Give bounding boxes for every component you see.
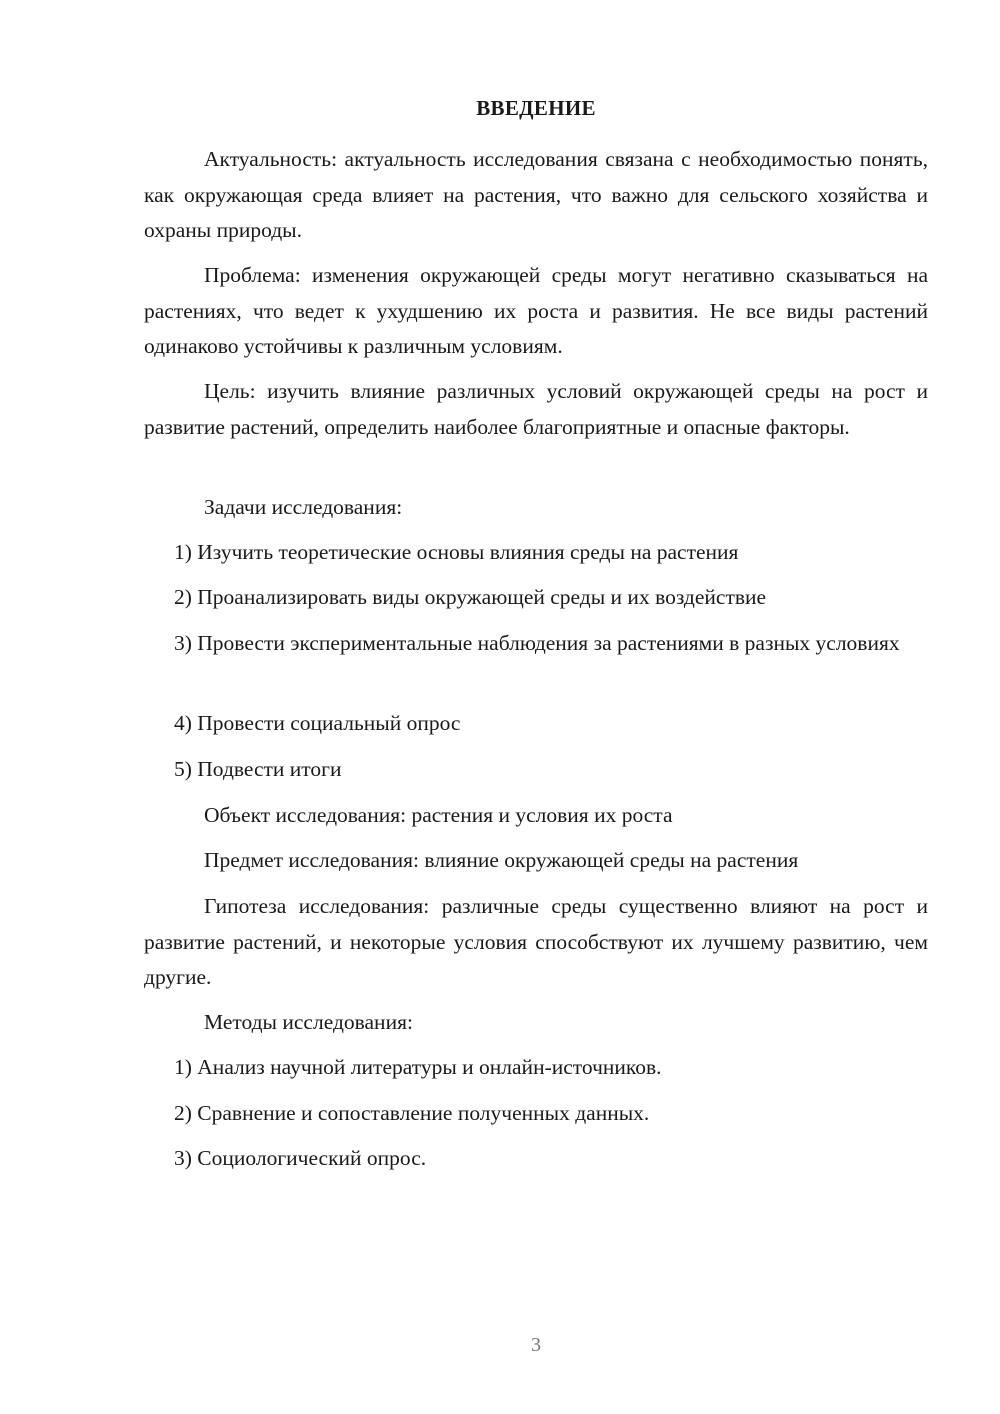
task-item-5: 5) Подвести итоги [174,757,342,781]
problem-paragraph: Проблема: изменения окружающей среды могут негативно сказываться на растениях, что ведет к ухудшению их роста и развития. Не все виды растений одинаково устойчивы к различным условиям. [144,263,928,358]
task-item-1: 1) Изучить теоретические основы влияния среды на растения [174,540,739,564]
methods-title: Методы исследования: [204,1010,413,1034]
object-paragraph: Объект исследования: растения и условия их роста [204,803,673,827]
method-item-1: 1) Анализ научной литературы и онлайн-источников. [174,1055,662,1079]
hypothesis-paragraph: Гипотеза исследования: различные среды существенно влияют на рост и развитие растений, и некоторые условия способствуют их лучшему развитию, чем другие. [144,894,928,989]
task-item-3: 3) Провести экспериментальные наблюдения за растениями в разных условиях [174,631,900,655]
subject-paragraph: Предмет исследования: влияние окружающей среды на растения [204,848,799,872]
method-item-2: 2) Сравнение и сопоставление полученных данных. [174,1101,650,1125]
page-number: 3 [531,1334,541,1356]
method-item-3: 3) Социологический опрос. [174,1146,427,1170]
relevance-paragraph: Актуальность: актуальность исследования связана с необходимостью понять, как окружающая среда влияет на растения, что важно для сельского хозяйства и охраны природы. [144,147,928,242]
tasks-title: Задачи исследования: [204,495,403,519]
goal-paragraph: Цель: изучить влияние различных условий окружающей среды на рост и развитие растений, определить наиболее благоприятные и опасные факторы. [144,379,928,439]
task-item-4: 4) Провести социальный опрос [174,711,461,735]
task-item-2: 2) Проанализировать виды окружающей среды и их воздействие [174,585,767,609]
section-heading: ВВЕДЕНИЕ [476,96,596,120]
